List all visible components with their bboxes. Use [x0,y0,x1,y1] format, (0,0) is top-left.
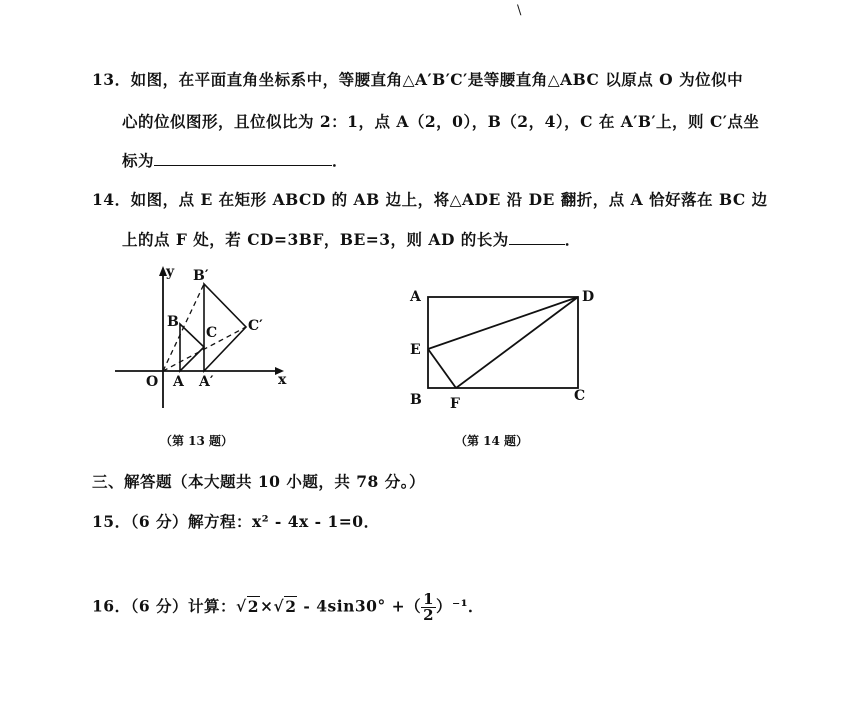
q16-line [92,592,484,623]
label-a: A [410,289,421,305]
label-b: B [410,392,422,408]
figure-14-caption: （第 14 题） [455,434,529,448]
figure-14 [398,278,613,418]
sqrt-symbol-2: √ [273,596,285,616]
times-sign: × [260,596,274,616]
figure-13 [110,258,300,418]
q13-prefix: 标为 [122,151,155,170]
label-a-prime: A′ [199,374,214,390]
q13-line-1: 13．如图，在平面直角坐标系中，等腰直角△A′B′C′是等腰直角△ABC 以原点 O 为位似中 [92,70,744,89]
q14-suffix: ． [564,230,581,249]
label-f: F [450,396,460,412]
sqrt-symbol-1: √ [236,596,247,616]
label-e: E [410,342,421,358]
q16-suffix: ）⁻¹． [436,596,485,616]
label-c: C [206,325,218,341]
section-3-heading: 三、解答题（本大题共 10 小题，共 78 分。） [92,472,425,491]
q13-answer-blank[interactable] [154,153,332,166]
label-y: y [166,264,175,280]
label-b: B [167,314,179,330]
q13-line-2: 心的位似图形，且位似比为 2：1，点 A（2，0），B（2，4），C 在 A′B′上，则 C′点坐 [122,112,760,131]
q14-prefix: 上的点 F 处，若 CD=3BF，BE=3，则 AD 的长为 [122,230,509,249]
stray-mark: \ [517,3,522,18]
segment-fd [456,297,578,388]
rectangle-abcd [428,297,578,388]
label-c: C [574,388,586,404]
q13-suffix: ． [332,151,349,170]
q16-middle: - 4sin30° +（ [303,596,422,616]
q14-line-2 [122,228,581,250]
label-c-prime: C′ [248,318,263,334]
q14-answer-blank[interactable] [509,232,565,245]
label-d: D [582,289,595,305]
figure-13-caption: （第 13 题） [160,434,234,448]
segment-ed [428,297,578,349]
label-o: O [146,374,159,390]
q15-line: 15．（6 分）解方程：x² - 4x - 1=0． [92,512,380,531]
fraction-numerator: 1 [423,590,435,608]
label-b-prime: B′ [193,268,209,284]
q13-line-3 [122,149,348,171]
radicand-1: 2 [247,596,259,616]
label-x: x [278,372,287,388]
triangle-abc [180,324,204,371]
segment-ef [428,349,456,388]
label-a: A [173,374,184,390]
fraction-denominator: 2 [423,606,435,624]
fraction-one-half [421,592,436,623]
q16-prefix: 16．（6 分）计算： [92,596,237,616]
radicand-2: 2 [285,596,297,616]
q14-line-1: 14．如图，点 E 在矩形 ABCD 的 AB 边上，将△ADE 沿 DE 翻折，点 A 恰好落在 BC 边 [92,190,768,209]
